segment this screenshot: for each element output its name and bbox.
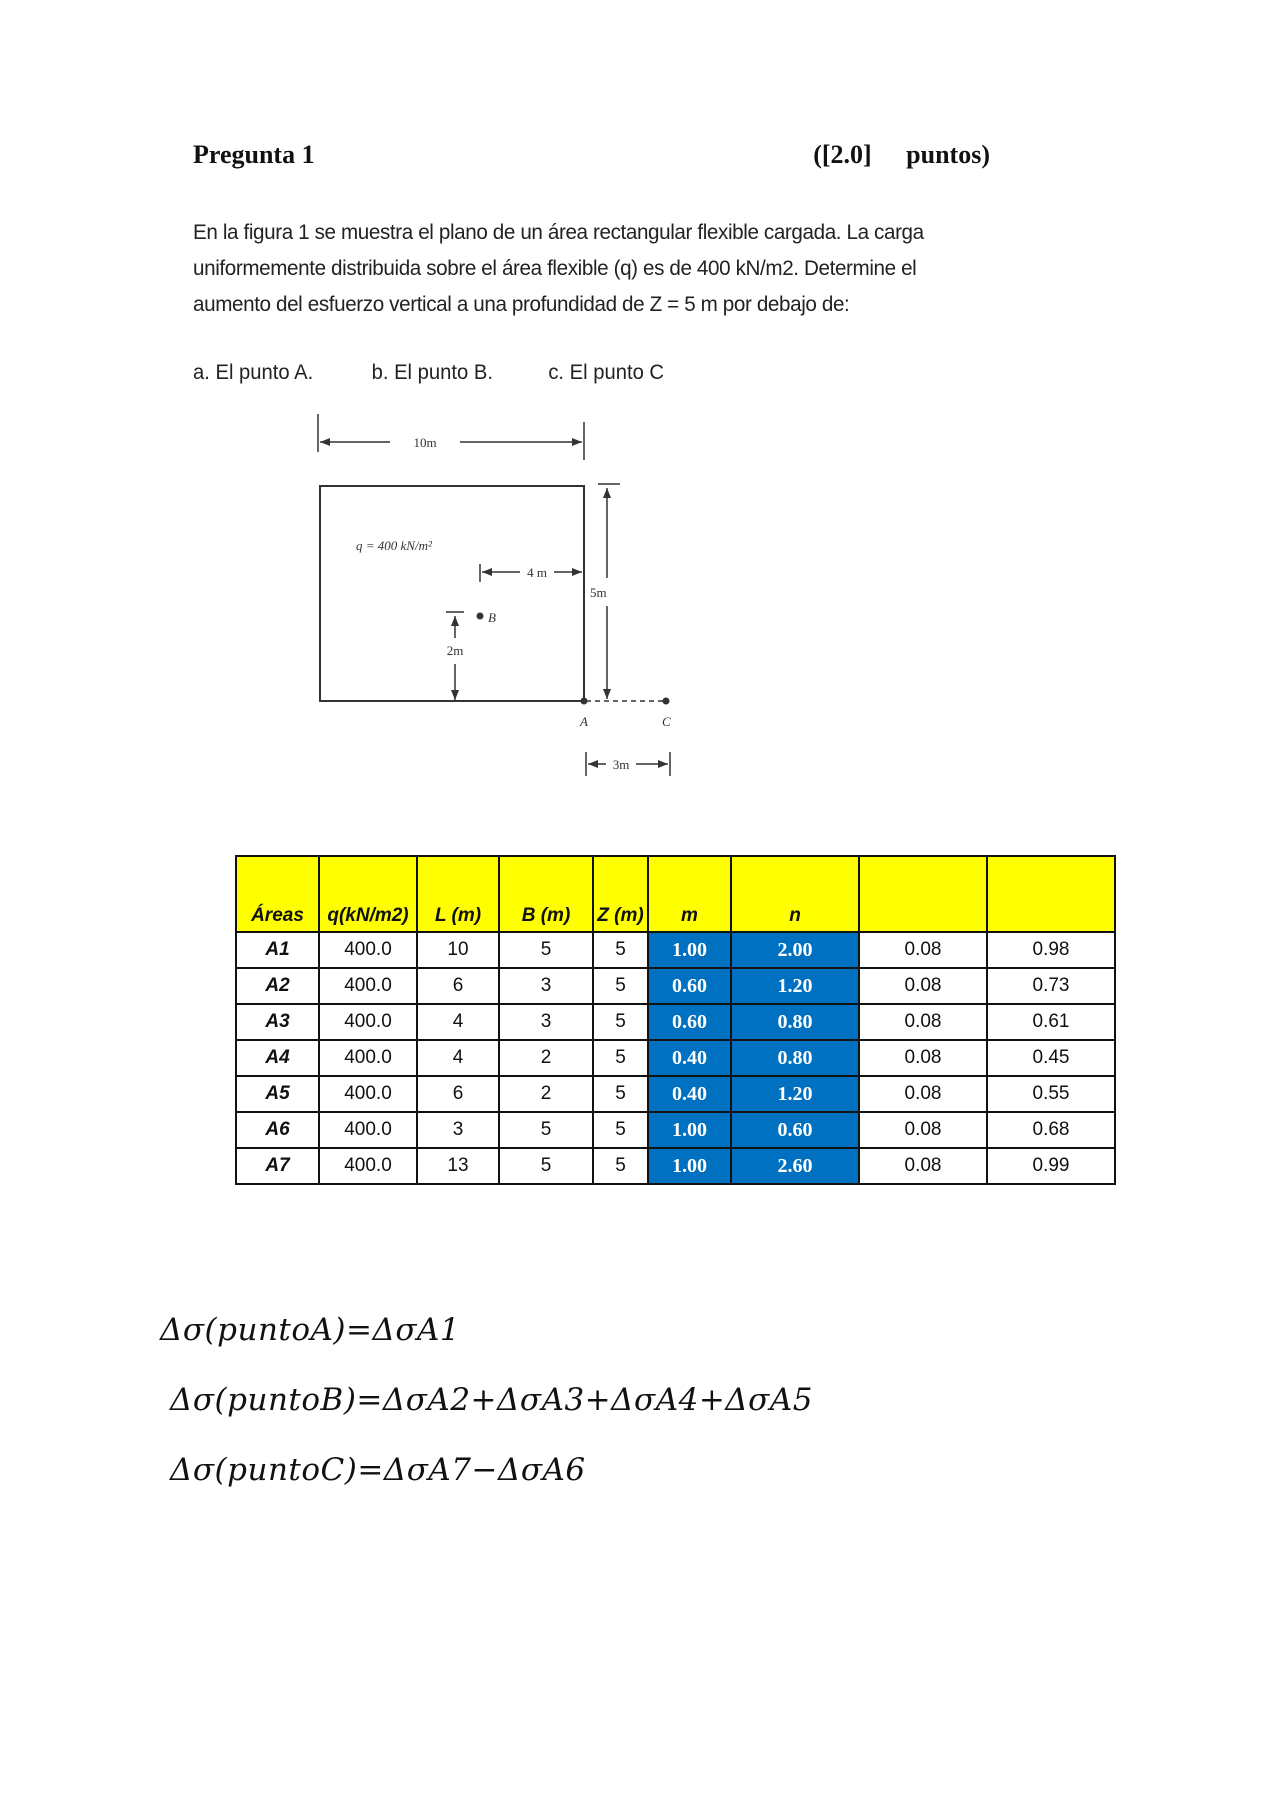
- cell-q: 400.0: [319, 1148, 417, 1184]
- header-blank-1: [859, 856, 987, 932]
- cell-n: 0.80: [731, 1040, 859, 1076]
- cell-b: 5: [499, 1148, 593, 1184]
- cell-q: 400.0: [319, 968, 417, 1004]
- cell-z: 5: [593, 1004, 648, 1040]
- cell-area: A5: [236, 1076, 319, 1112]
- question-title: Pregunta 1: [193, 140, 315, 169]
- table-body: [236, 932, 1115, 1184]
- header-q: q(kN/m2): [319, 856, 417, 932]
- header-blank-2: [987, 856, 1115, 932]
- cell-area: A7: [236, 1148, 319, 1184]
- calculation-table: [235, 855, 1116, 1185]
- cell-l: 13: [417, 1148, 499, 1184]
- cell-b: 5: [499, 1112, 593, 1148]
- cell-z: 5: [593, 1112, 648, 1148]
- dist-b-y-label: 2m: [446, 643, 464, 658]
- cell-n: 0.80: [731, 1004, 859, 1040]
- part-a: a. El punto A.: [193, 360, 314, 384]
- cell-n: 0.60: [731, 1112, 859, 1148]
- cell-m: 0.40: [648, 1040, 731, 1076]
- header-b: B (m): [499, 856, 593, 932]
- cell-b: 3: [499, 1004, 593, 1040]
- cell-n: 1.20: [731, 1076, 859, 1112]
- point-b-marker: [477, 613, 484, 620]
- cell-area: A6: [236, 1112, 319, 1148]
- cell-q: 400.0: [319, 1004, 417, 1040]
- cell-val-2: 0.98: [987, 932, 1115, 968]
- dist-b-x-label: 4 m: [527, 565, 547, 580]
- cell-z: 5: [593, 932, 648, 968]
- cell-z: 5: [593, 968, 648, 1004]
- header-l: L (m): [417, 856, 499, 932]
- cell-val-2: 0.68: [987, 1112, 1115, 1148]
- cell-val-1: 0.08: [859, 968, 987, 1004]
- header-m: m: [648, 856, 731, 932]
- cell-val-2: 0.73: [987, 968, 1115, 1004]
- point-b-label: B: [488, 610, 496, 625]
- cell-m: 1.00: [648, 1112, 731, 1148]
- cell-z: 5: [593, 1076, 648, 1112]
- question-header: [193, 140, 990, 180]
- equation-point-c: Δσ(puntoC)=ΔσA7−ΔσA6: [170, 1452, 586, 1488]
- width-label: 10m: [413, 435, 437, 450]
- question-points: ([2.0] puntos): [813, 140, 990, 169]
- table-row: [236, 968, 1115, 1004]
- table-row: [236, 1004, 1115, 1040]
- cell-q: 400.0: [319, 1112, 417, 1148]
- cell-val-2: 0.99: [987, 1148, 1115, 1184]
- header-areas: Áreas: [236, 856, 319, 932]
- point-c-label: C: [662, 714, 671, 729]
- cell-b: 2: [499, 1076, 593, 1112]
- cell-val-2: 0.55: [987, 1076, 1115, 1112]
- part-c: c. El punto C: [548, 360, 665, 384]
- cell-val-1: 0.08: [859, 1040, 987, 1076]
- cell-area: A1: [236, 932, 319, 968]
- cell-l: 4: [417, 1040, 499, 1076]
- cell-b: 5: [499, 932, 593, 968]
- part-b: b. El punto B.: [371, 360, 493, 384]
- question-prompt: En la figura 1 se muestra el plano de un área rectangular flexible cargada. La carga uniformemente distribuida sobre el área flexible (q) es de 400 kN/m2. Determine el aumento del esfuerzo vertical a una profundidad de Z = 5 m por debajo de:: [193, 220, 924, 316]
- cell-val-1: 0.08: [859, 1004, 987, 1040]
- loaded-area-figure: [300, 412, 700, 792]
- cell-l: 10: [417, 932, 499, 968]
- cell-m: 0.60: [648, 968, 731, 1004]
- cell-n: 2.00: [731, 932, 859, 968]
- height-label: 5m: [590, 585, 607, 600]
- cell-z: 5: [593, 1040, 648, 1076]
- point-c-marker: [663, 698, 670, 705]
- load-label: q = 400 kN/m²: [356, 538, 432, 553]
- cell-val-1: 0.08: [859, 1112, 987, 1148]
- cell-val-1: 0.08: [859, 1148, 987, 1184]
- table-header-row: [236, 856, 1115, 932]
- table-row: [236, 1076, 1115, 1112]
- cell-area: A4: [236, 1040, 319, 1076]
- cell-b: 3: [499, 968, 593, 1004]
- cell-q: 400.0: [319, 1076, 417, 1112]
- cell-q: 400.0: [319, 932, 417, 968]
- cell-l: 4: [417, 1004, 499, 1040]
- cell-val-2: 0.61: [987, 1004, 1115, 1040]
- point-a-label: A: [580, 714, 588, 729]
- question-parts: [193, 360, 851, 390]
- cell-b: 2: [499, 1040, 593, 1076]
- cell-n: 2.60: [731, 1148, 859, 1184]
- cell-m: 1.00: [648, 1148, 731, 1184]
- equation-point-a: Δσ(puntoA)=ΔσA1: [160, 1312, 461, 1348]
- cell-m: 0.40: [648, 1076, 731, 1112]
- header-n: n: [731, 856, 859, 932]
- table-row: [236, 1112, 1115, 1148]
- table-row: [236, 1148, 1115, 1184]
- cell-z: 5: [593, 1148, 648, 1184]
- cell-area: A3: [236, 1004, 319, 1040]
- equation-point-b: Δσ(puntoB)=ΔσA2+ΔσA3+ΔσA4+ΔσA5: [170, 1382, 813, 1418]
- cell-area: A2: [236, 968, 319, 1004]
- point-a-marker: [581, 698, 588, 705]
- cell-val-1: 0.08: [859, 932, 987, 968]
- cell-q: 400.0: [319, 1040, 417, 1076]
- dist-c-label: 3m: [612, 757, 630, 772]
- table-row: [236, 932, 1115, 968]
- loaded-area-rectangle: [320, 486, 584, 701]
- cell-val-2: 0.45: [987, 1040, 1115, 1076]
- cell-val-1: 0.08: [859, 1076, 987, 1112]
- cell-l: 6: [417, 1076, 499, 1112]
- table-row: [236, 1040, 1115, 1076]
- cell-m: 1.00: [648, 932, 731, 968]
- header-z: Z (m): [593, 856, 648, 932]
- cell-m: 0.60: [648, 1004, 731, 1040]
- cell-n: 1.20: [731, 968, 859, 1004]
- cell-l: 6: [417, 968, 499, 1004]
- cell-l: 3: [417, 1112, 499, 1148]
